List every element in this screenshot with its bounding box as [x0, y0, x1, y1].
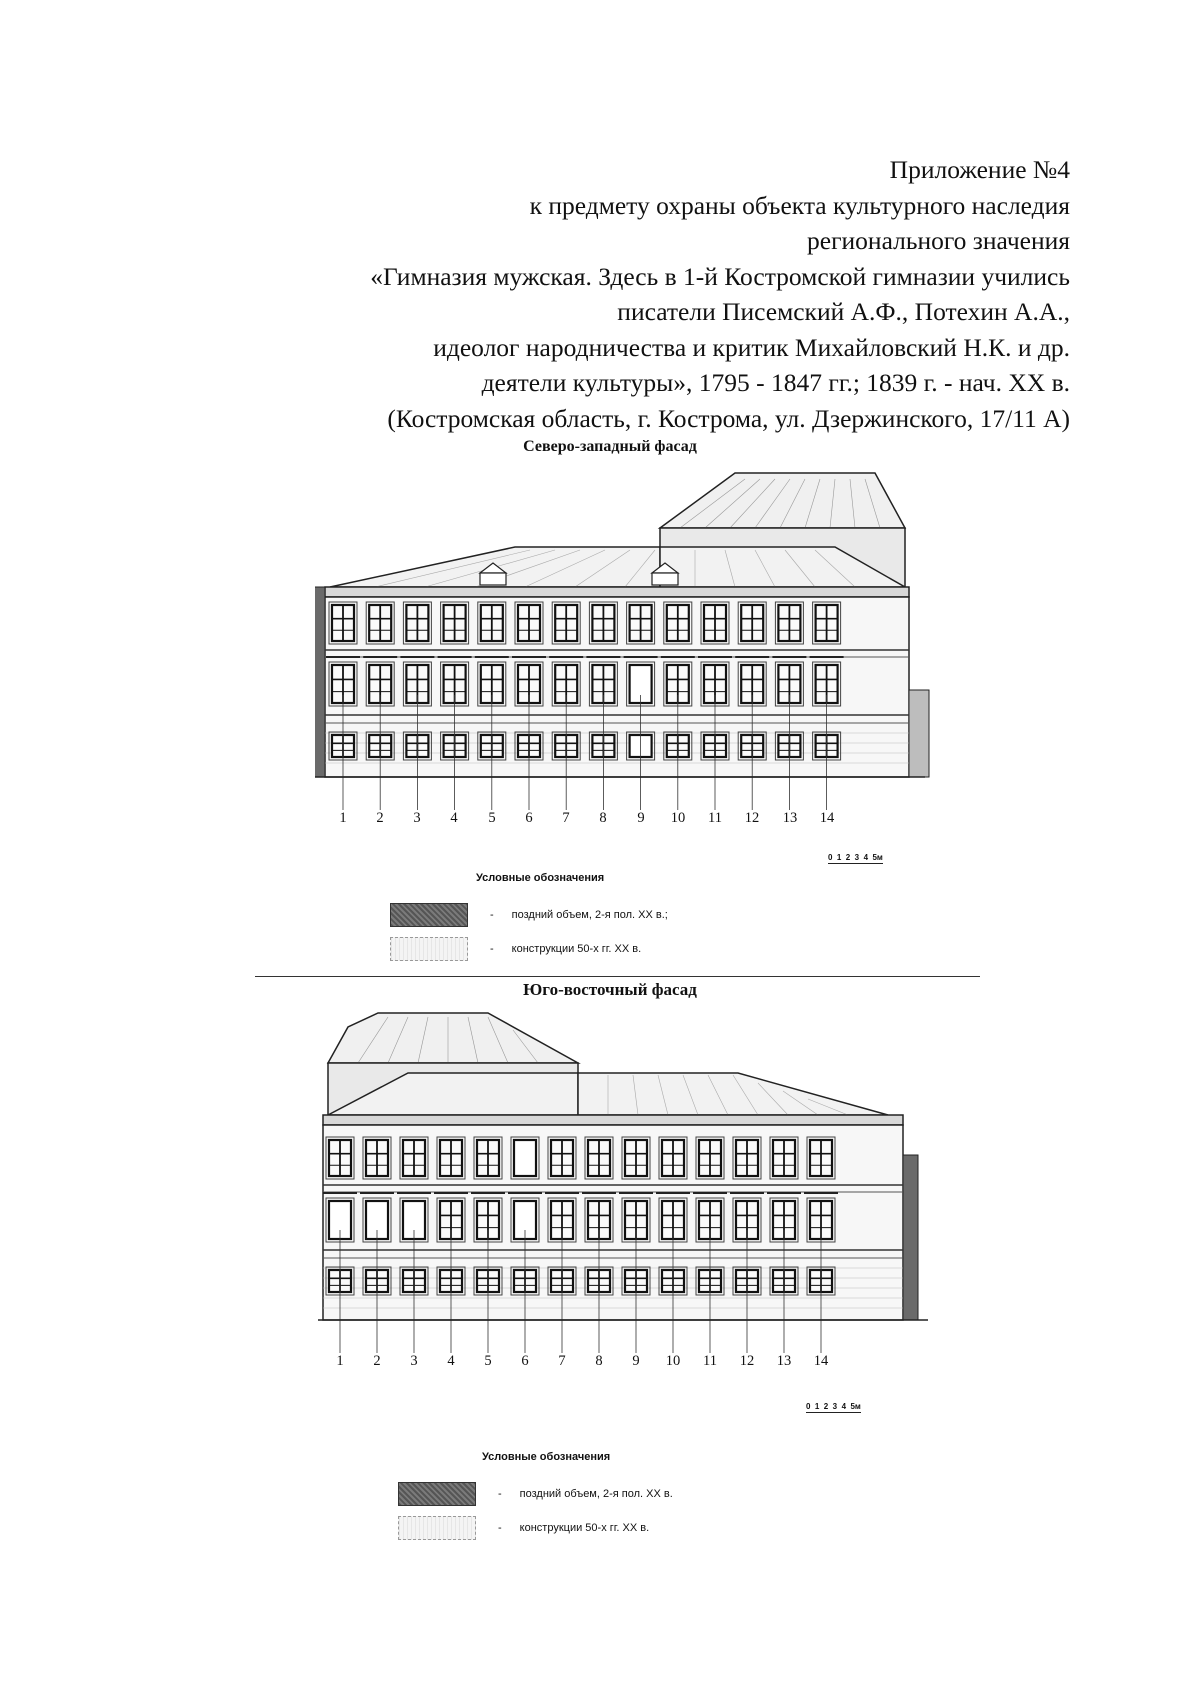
header-line-8: (Костромская область, г. Кострома, ул. Дзержинского, 17/11 А) [387, 403, 1070, 433]
axis-number: 12 [739, 1353, 755, 1369]
axis-number: 1 [339, 810, 347, 826]
facade1-axis-numbers [315, 810, 935, 830]
axis-number: 9 [632, 1353, 640, 1369]
window [400, 1137, 428, 1179]
axis-number: 3 [410, 1353, 418, 1369]
axis-number: 11 [703, 1353, 717, 1369]
window [478, 602, 506, 644]
axis-number: 7 [562, 810, 570, 826]
window [696, 1137, 724, 1179]
axis-number: 9 [637, 810, 645, 826]
facade2-scale-bar: 0 1 2 3 4 5м [806, 1402, 861, 1411]
header-line-7: деятели культуры», 1795 - 1847 гг.; 1839 г. - нач. XX в. [481, 368, 1070, 397]
legend-dash: - [490, 909, 494, 921]
header-line-5: писатели Писемский А.Ф., Потехин А.А., [617, 297, 1070, 326]
window [701, 602, 729, 644]
window [733, 1137, 761, 1179]
window [326, 1137, 354, 1179]
facade1-scale-bar: 0 1 2 3 4 5м [828, 853, 883, 862]
axis-number: 4 [447, 1353, 455, 1369]
late-volume-swatch [398, 1482, 476, 1506]
axis-number: 13 [782, 810, 798, 826]
facade1-legend-title: Условные обозначения [476, 872, 605, 884]
axis-number: 14 [819, 810, 835, 826]
facade1-legend-late-volume [390, 903, 668, 927]
window [738, 602, 766, 644]
axis-number: 2 [373, 1353, 381, 1369]
header-line-6: идеолог народничества и критик Михайловский Н.К. и др. [433, 332, 1070, 362]
window [585, 1137, 613, 1179]
window [441, 602, 469, 644]
document-header [250, 152, 1070, 436]
axis-number: 6 [525, 810, 533, 826]
window [807, 1137, 835, 1179]
window [437, 1137, 465, 1179]
window [548, 1137, 576, 1179]
fifties-swatch [390, 937, 468, 961]
axis-number: 6 [521, 1353, 529, 1369]
window [511, 1137, 539, 1179]
header-line-4: «Гимназия мужская. Здесь в 1-й Костромской гимназии учились [370, 261, 1070, 291]
window [775, 602, 803, 644]
window [403, 602, 431, 644]
axis-number: 12 [744, 810, 760, 826]
axis-number: 3 [413, 810, 421, 826]
legend-text: поздний объем, 2-я пол. XX в. [519, 1488, 673, 1500]
axis-number: 10 [665, 1353, 681, 1369]
fifties-swatch [398, 1516, 476, 1540]
window [474, 1137, 502, 1179]
facade2-legend-late-volume [398, 1482, 673, 1506]
window [622, 1137, 650, 1179]
facade2-axis-numbers [318, 1353, 938, 1373]
axis-number: 5 [484, 1353, 492, 1369]
legend-text: поздний объем, 2-я пол. XX в.; [511, 909, 668, 921]
axis-number: 4 [450, 810, 458, 826]
facade1-legend-fifties [390, 937, 641, 961]
axis-number: 14 [813, 1353, 829, 1369]
header-line-3: регионального значения [807, 226, 1070, 255]
window [659, 1137, 687, 1179]
window [366, 602, 394, 644]
axis-number: 2 [376, 810, 384, 826]
axis-number: 8 [599, 810, 607, 826]
window [515, 602, 543, 644]
facade1-drawing [315, 465, 935, 815]
window [813, 602, 841, 644]
axis-number: 13 [776, 1353, 792, 1369]
axis-number: 11 [708, 810, 722, 826]
facade1-title: Северо-западный фасад [523, 438, 697, 455]
header-line-2: к предмету охраны объекта культурного наследия [529, 190, 1070, 220]
window [329, 602, 357, 644]
window [363, 1137, 391, 1179]
legend-dash: - [490, 943, 494, 955]
axis-number: 7 [558, 1353, 566, 1369]
window [589, 602, 617, 644]
window [627, 602, 655, 644]
legend-dash: - [498, 1522, 502, 1534]
window [552, 602, 580, 644]
axis-number: 1 [336, 1353, 344, 1369]
section-divider [255, 976, 980, 977]
facade2-legend-fifties [398, 1516, 649, 1540]
axis-number: 5 [488, 810, 496, 826]
header-line-1: Приложение №4 [889, 155, 1070, 184]
facade2-title: Юго-восточный фасад [523, 980, 697, 999]
late-volume-swatch [390, 903, 468, 927]
facade2-legend-title: Условные обозначения [482, 1451, 611, 1463]
window [770, 1137, 798, 1179]
legend-dash: - [498, 1488, 502, 1500]
axis-number: 10 [670, 810, 686, 826]
legend-text: конструкции 50-х гг. XX в. [519, 1522, 650, 1534]
legend-text: конструкции 50-х гг. XX в. [511, 943, 642, 955]
facade2-drawing [318, 1005, 938, 1355]
window [664, 602, 692, 644]
axis-number: 8 [595, 1353, 603, 1369]
